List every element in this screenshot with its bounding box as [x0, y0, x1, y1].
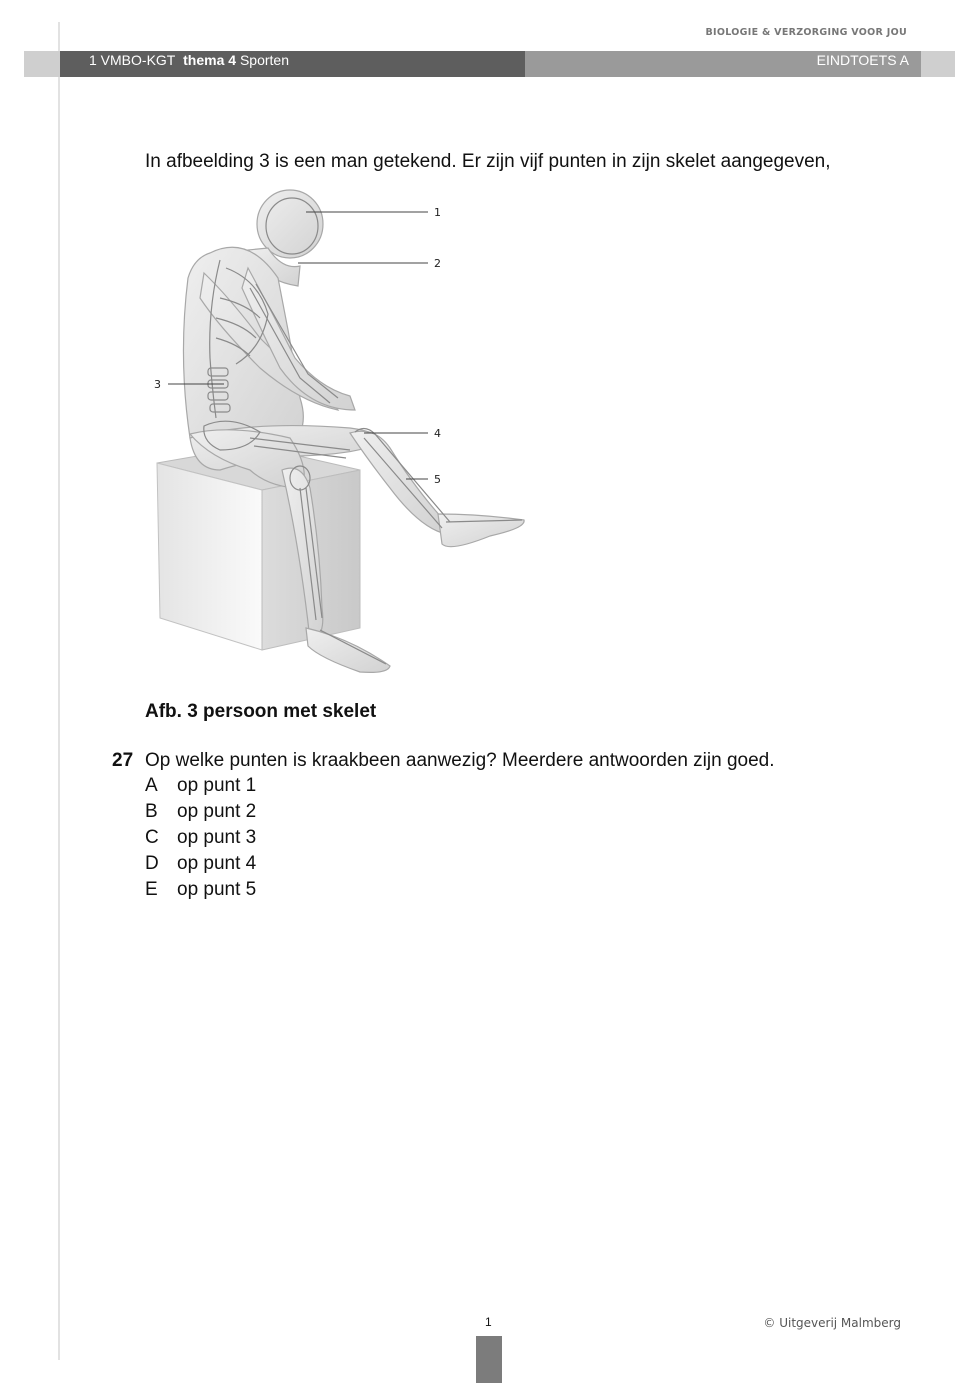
header-band-left: [60, 51, 525, 77]
figure-caption: Afb. 3 persoon met skelet: [145, 701, 377, 722]
intro-text: In afbeelding 3 is een man getekend. Er zijn vijf punten in zijn skelet aangegeven,: [145, 151, 831, 172]
question-text: Op welke punten is kraakbeen aanwezig? Meerdere antwoorden zijn goed.: [145, 750, 775, 771]
answer-option-b[interactable]: [145, 801, 256, 827]
callout-label-1: 1: [434, 206, 441, 219]
header-test-name: EINDTOETS A: [816, 52, 909, 68]
answer-option-c[interactable]: [145, 827, 256, 853]
answer-option-a[interactable]: [145, 775, 256, 801]
answer-option-e[interactable]: [145, 879, 256, 905]
callout-label-5: 5: [434, 473, 441, 486]
option-text: op punt 4: [177, 853, 257, 874]
option-text: op punt 1: [177, 775, 257, 796]
header-theme-name: Sporten: [239, 52, 289, 68]
page-number: 1: [485, 1315, 492, 1329]
option-text: op punt 2: [177, 801, 257, 822]
brand-title: BIOLOGIE & VERZORGING VOOR JOU: [705, 27, 907, 38]
option-letter: B: [145, 801, 158, 822]
header-band-right: [525, 51, 921, 77]
skeleton-figure: [150, 188, 550, 678]
header-band-edge-right: [921, 51, 955, 77]
answer-option-d[interactable]: [145, 853, 256, 879]
header-course: [89, 52, 289, 68]
option-letter: E: [145, 879, 158, 900]
option-text: op punt 3: [177, 827, 257, 848]
page-tab: [476, 1336, 502, 1383]
option-letter: C: [145, 827, 159, 848]
callout-label-3: 3: [154, 378, 161, 391]
option-letter: A: [145, 775, 158, 796]
option-text: op punt 5: [177, 879, 257, 900]
callout-label-2: 2: [434, 257, 441, 270]
header-band-edge-left: [24, 51, 60, 77]
copyright: © Uitgeverij Malmberg: [763, 1316, 901, 1330]
question-number: 27: [112, 750, 134, 771]
header-theme-label: thema 4: [183, 52, 237, 68]
callout-label-4: 4: [434, 427, 441, 440]
header-level: 1 VMBO-KGT: [89, 52, 176, 68]
margin-rule: [58, 22, 60, 1360]
answer-options: [145, 775, 256, 905]
option-letter: D: [145, 853, 159, 874]
